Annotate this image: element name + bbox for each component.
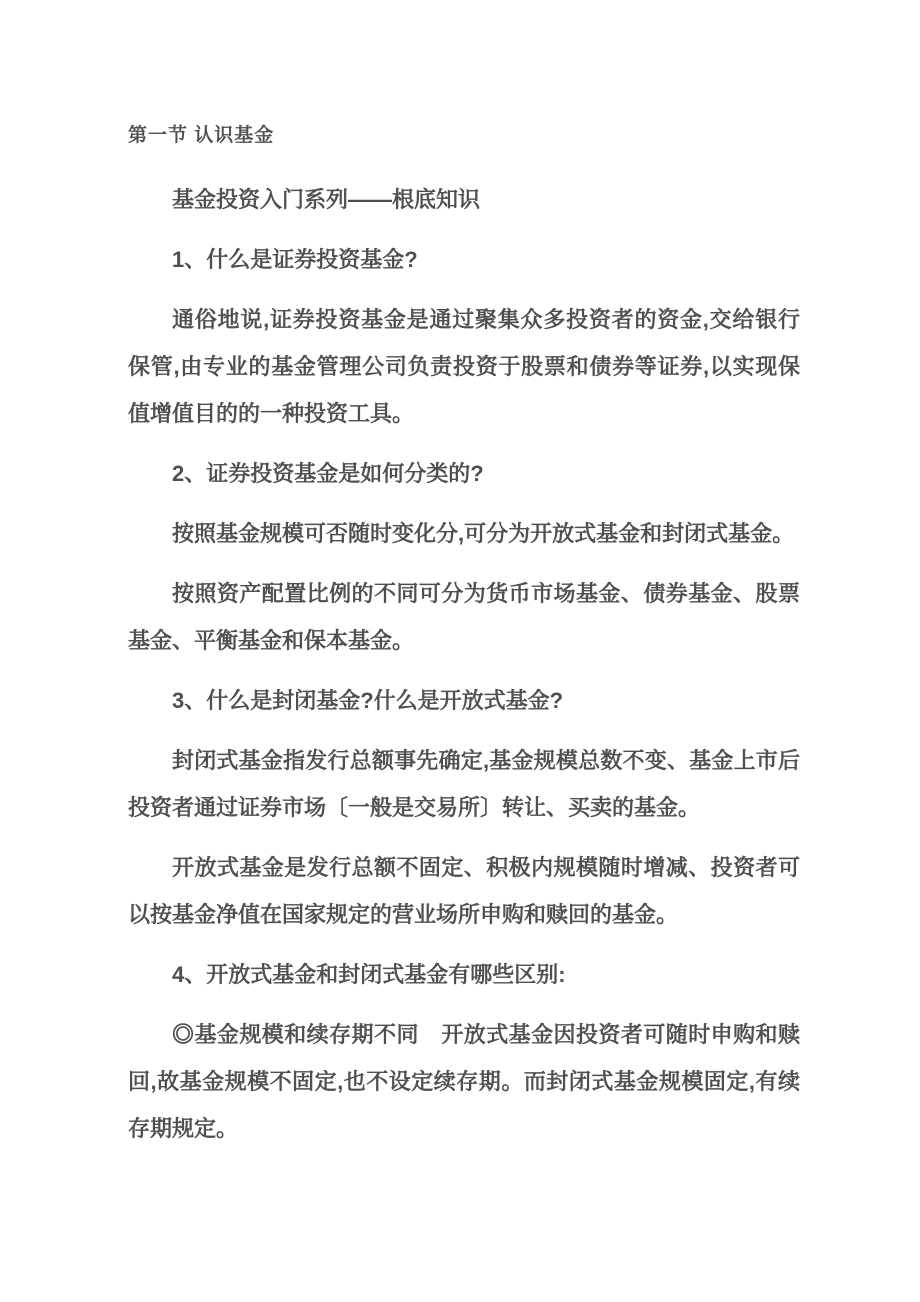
difference-item-1: ◎基金规模和续存期不同 开放式基金因投资者可随时申购和赎回,故基金规模不固定,也不设定续存期。而封闭式基金规模固定,有续存期规定。: [128, 1022, 800, 1141]
answer-2a: 按照基金规模可否随时变化分,可分为开放式基金和封闭式基金。: [172, 521, 795, 546]
question-2: 2、证券投资基金是如何分类的?: [172, 461, 484, 486]
answer-1: 通俗地说,证券投资基金是通过聚集众多投资者的资金,交给银行保管,由专业的基金管理公司负责投资于股票和债券等证券,以实现保值增值目的的一种投资工具。: [128, 307, 800, 426]
section-heading: 第一节 认识基金: [128, 125, 275, 146]
answer-2b: 按照资产配置比例的不同可分为货币市场基金、债券基金、股票基金、平衡基金和保本基金。: [128, 581, 800, 653]
document-text-block: [128, 122, 800, 1165]
question-4: 4、开放式基金和封闭式基金有哪些区别:: [172, 962, 566, 987]
question-1: 1、什么是证券投资基金?: [172, 247, 418, 272]
answer-3-open: 开放式基金是发行总额不固定、积极内规模随时增减、投资者可以按基金净值在国家规定的营业场所申购和赎回的基金。: [128, 855, 800, 927]
question-3: 3、什么是封闭基金?什么是开放式基金?: [172, 688, 564, 713]
series-title: 基金投资入门系列——根底知识: [172, 187, 481, 212]
answer-3-closed: 封闭式基金指发行总额事先确定,基金规模总数不变、基金上市后投资者通过证券市场〔一般是交易所〕转让、买卖的基金。: [128, 748, 800, 820]
